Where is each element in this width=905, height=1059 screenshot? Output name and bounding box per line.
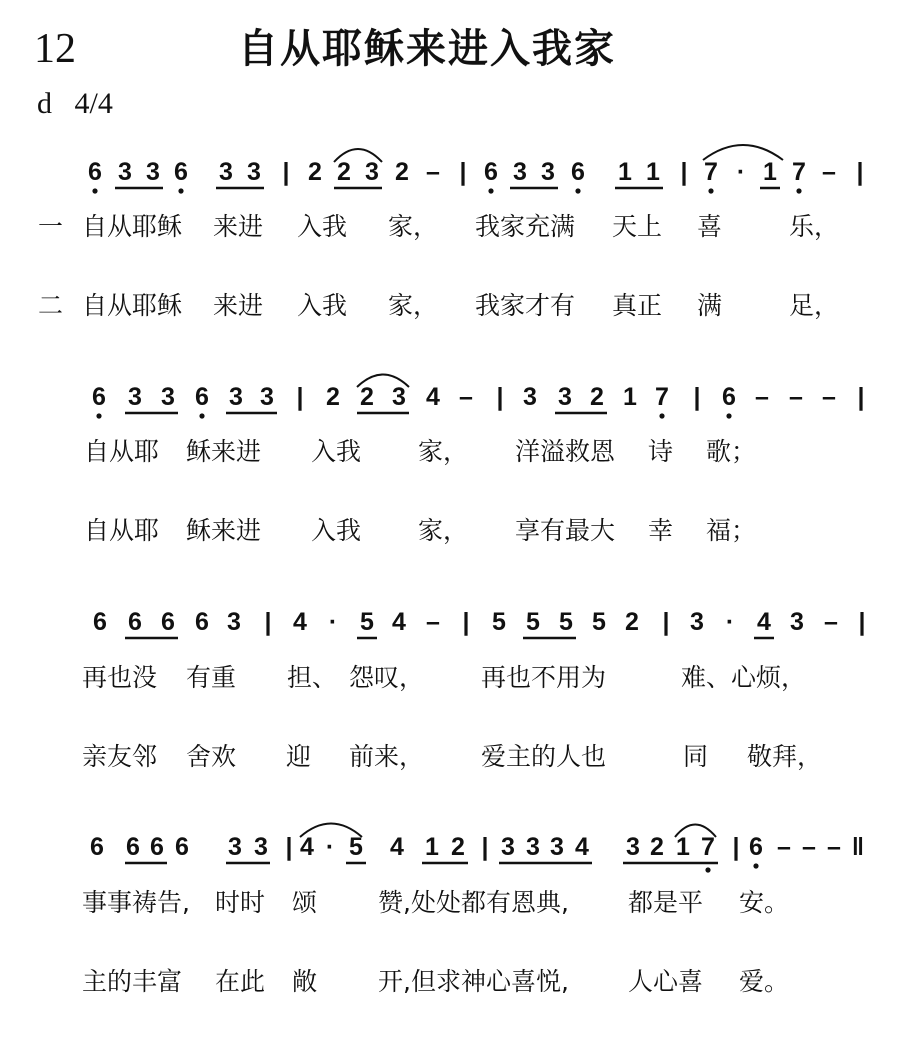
note: 2 [590, 383, 604, 411]
note: 6 [128, 608, 142, 636]
barline: | [462, 608, 470, 636]
lyric: 事事祷告, [82, 888, 190, 917]
note: 3 [227, 608, 241, 636]
note: 3 [541, 158, 555, 186]
lyric: 爱。 [739, 967, 790, 996]
note: 4 [392, 608, 406, 636]
lyric: 迎 [286, 742, 312, 771]
note: 5 [492, 608, 506, 636]
note: 1 [676, 833, 690, 861]
song-number: 12 [34, 26, 76, 72]
dot: · [325, 833, 335, 861]
dash: – [777, 833, 791, 861]
note: 6 [161, 608, 175, 636]
slur [334, 149, 382, 162]
lyric: 舍欢 [186, 742, 237, 771]
dash: – [426, 158, 440, 186]
barline: | [858, 608, 866, 636]
beams [115, 188, 780, 863]
dash: – [824, 608, 838, 636]
lyric: 入我 [297, 291, 348, 320]
lyric: 稣来进 [186, 437, 262, 466]
slur [300, 824, 362, 838]
barline: | [856, 158, 864, 186]
dash: – [822, 383, 836, 411]
note: 1 [623, 383, 637, 411]
note: 3 [501, 833, 515, 861]
note: 5 [526, 608, 540, 636]
note: 4 [293, 608, 307, 636]
note: 6 [195, 383, 209, 411]
note: 6 [195, 608, 209, 636]
lyric: 自从耶 [84, 516, 160, 545]
lyric: 我家充满 [475, 212, 576, 241]
note: 6 [571, 158, 585, 186]
note: 3 [523, 383, 537, 411]
lyric: 安。 [739, 888, 790, 917]
barline: | [732, 833, 740, 861]
note: 3 [260, 383, 274, 411]
slur [703, 145, 783, 160]
lyric: 幸 [648, 516, 674, 545]
lyric: 亲友邻 [82, 742, 158, 771]
note: 6 [126, 833, 140, 861]
barline: | [481, 833, 489, 861]
low-dot [96, 413, 101, 418]
note: 2 [395, 158, 409, 186]
dot: · [725, 608, 735, 636]
lyric: 敞 [292, 967, 318, 996]
note: 1 [618, 158, 632, 186]
note: 5 [360, 608, 374, 636]
note: 6 [92, 383, 106, 411]
note: 3 [790, 608, 804, 636]
note: 3 [219, 158, 233, 186]
lyric: 怨叹， [349, 663, 425, 692]
note: 3 [254, 833, 268, 861]
note: 2 [308, 158, 322, 186]
note: 4 [390, 833, 404, 861]
slur [357, 375, 409, 388]
lyric: 再也没 [82, 663, 158, 692]
note: 2 [360, 383, 374, 411]
lyric: 敬拜， [747, 742, 823, 771]
verse-number: 一 [38, 212, 64, 241]
note: 3 [118, 158, 132, 186]
lyric: 洋溢救恩 [515, 437, 616, 466]
lyric: 担、 [287, 663, 338, 692]
lyric: 真正 [612, 291, 663, 320]
lyric: 难、心烦， [681, 663, 807, 692]
note: 6 [88, 158, 102, 186]
note: 2 [326, 383, 340, 411]
lyric: 在此 [215, 967, 266, 996]
lyric: 再也不用为 [481, 663, 607, 692]
note: 3 [526, 833, 540, 861]
slurs [300, 145, 783, 837]
note: 7 [792, 158, 806, 186]
dash: – [459, 383, 473, 411]
lyric: 自从耶 [84, 437, 160, 466]
lyric: 天上 [612, 212, 663, 241]
dot: · [736, 158, 746, 186]
note: 3 [128, 383, 142, 411]
barline: | [680, 158, 688, 186]
note: 3 [550, 833, 564, 861]
note: 7 [655, 383, 669, 411]
note: 3 [690, 608, 704, 636]
lyric: 入我 [311, 437, 362, 466]
barline: | [496, 383, 504, 411]
lyric: 来进 [213, 291, 264, 320]
note: 2 [337, 158, 351, 186]
barline: | [296, 383, 304, 411]
note: 1 [646, 158, 660, 186]
note: 6 [484, 158, 498, 186]
barline: | [693, 383, 701, 411]
note: 5 [592, 608, 606, 636]
note: 1 [425, 833, 439, 861]
lyric: 入我 [311, 516, 362, 545]
note: 6 [93, 608, 107, 636]
note: 1 [763, 158, 777, 186]
lyric: 稣来进 [186, 516, 262, 545]
low-dot [705, 867, 710, 872]
lyric: 诗 [648, 437, 674, 466]
barline: | [857, 383, 865, 411]
note: 3 [558, 383, 572, 411]
lyric: 享有最大 [515, 516, 616, 545]
note: 7 [701, 833, 715, 861]
lyric: 家， [388, 212, 439, 241]
verse-number: 二 [38, 291, 64, 320]
lyric: 福； [706, 516, 757, 545]
final-barline: ‖ [851, 833, 865, 861]
dash: – [789, 383, 803, 411]
lyric: 家， [418, 437, 469, 466]
note: 3 [247, 158, 261, 186]
note: 3 [146, 158, 160, 186]
lyric: 足， [789, 291, 840, 320]
low-dot [488, 188, 493, 193]
note: 4 [757, 608, 771, 636]
lyric: 家， [418, 516, 469, 545]
lyric: 有重 [186, 663, 237, 692]
lyric: 乐， [789, 212, 840, 241]
barline: | [282, 158, 290, 186]
lyric: 时时 [215, 888, 266, 917]
slur [675, 825, 716, 838]
note: 4 [426, 383, 440, 411]
barline: | [285, 833, 293, 861]
barline: | [662, 608, 670, 636]
lyric: 赞,处处都有恩典, [378, 888, 569, 917]
low-octave-dots [92, 188, 801, 872]
lyric: 喜 [697, 212, 723, 241]
note: 6 [150, 833, 164, 861]
note: 2 [451, 833, 465, 861]
low-dot [199, 413, 204, 418]
dash: – [822, 158, 836, 186]
low-dot [796, 188, 801, 193]
barline: | [459, 158, 467, 186]
note: 5 [559, 608, 573, 636]
low-dot [575, 188, 580, 193]
lyric: 开,但求神心喜悦, [378, 967, 569, 996]
note: 2 [650, 833, 664, 861]
dash: – [827, 833, 841, 861]
lyric: 前来， [349, 742, 425, 771]
note: 3 [229, 383, 243, 411]
dot: · [328, 608, 338, 636]
lyric: 来进 [213, 212, 264, 241]
note: 3 [365, 158, 379, 186]
lyric: 自从耶稣 [82, 291, 183, 320]
low-dot [753, 863, 758, 868]
lyric: 爱主的人也 [481, 742, 607, 771]
note: 4 [575, 833, 589, 861]
lyric: 家， [388, 291, 439, 320]
note: 6 [749, 833, 763, 861]
lyric: 我家才有 [475, 291, 576, 320]
note: 3 [626, 833, 640, 861]
low-dot [178, 188, 183, 193]
note: 5 [349, 833, 363, 861]
note: 3 [228, 833, 242, 861]
low-dot [708, 188, 713, 193]
lyric: 歌； [706, 437, 757, 466]
low-dot [726, 413, 731, 418]
lyric: 自从耶稣 [82, 212, 183, 241]
lyric: 同 [683, 742, 709, 771]
dash: – [755, 383, 769, 411]
key-and-meter: d 4/4 [37, 87, 113, 120]
dash: – [426, 608, 440, 636]
note: 6 [90, 833, 104, 861]
note: 6 [175, 833, 189, 861]
low-dot [659, 413, 664, 418]
lyric: 都是平 [628, 888, 704, 917]
dash: – [802, 833, 816, 861]
song-title: 自从耶稣来进入我家 [238, 26, 616, 72]
note: 3 [513, 158, 527, 186]
note: 7 [704, 158, 718, 186]
lyric: 满 [697, 291, 723, 320]
lyric: 入我 [297, 212, 348, 241]
low-dot [92, 188, 97, 193]
note: 4 [300, 833, 314, 861]
note: 3 [161, 383, 175, 411]
note: 3 [392, 383, 406, 411]
note: 6 [174, 158, 188, 186]
note: 2 [625, 608, 639, 636]
lyric: 人心喜 [628, 967, 704, 996]
barline: | [264, 608, 272, 636]
lyric: 主的丰富 [82, 967, 183, 996]
lyric: 颂 [292, 888, 318, 917]
note: 6 [722, 383, 736, 411]
